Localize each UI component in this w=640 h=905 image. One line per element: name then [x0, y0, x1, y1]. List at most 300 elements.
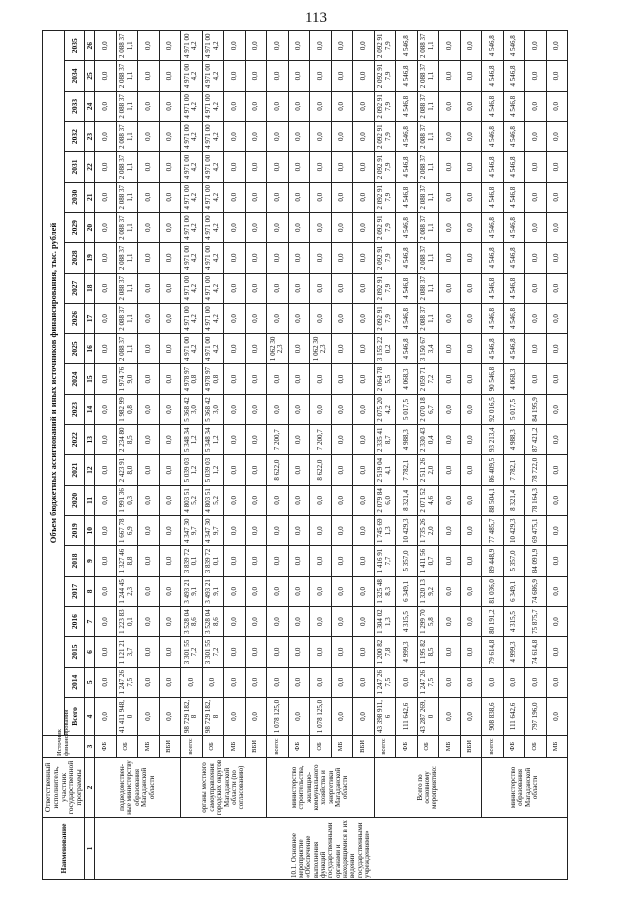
year-value: 0,0: [460, 212, 482, 242]
year-value: 0,0: [245, 516, 267, 546]
year-value: 84 195,9: [525, 394, 547, 424]
year-value: 0,0: [245, 152, 267, 182]
table-row: [439, 31, 461, 880]
year-value: 0,0: [439, 31, 461, 61]
year-value: 0,0: [353, 61, 375, 91]
header-year: 2027: [65, 273, 85, 303]
year-value: 4 347 309,7: [202, 516, 224, 546]
year-value: 0,0: [224, 152, 246, 182]
year-value: 0,0: [353, 152, 375, 182]
header-year: 2035: [65, 31, 85, 61]
year-value: 0,0: [95, 364, 117, 394]
year-value: 0,0: [439, 273, 461, 303]
year-value: 0,0: [95, 303, 117, 333]
year-value: 4 546,8: [503, 152, 525, 182]
year-value: 0,0: [546, 31, 568, 61]
year-value: 4 546,8: [396, 243, 418, 273]
year-value: 0,0: [546, 546, 568, 576]
header-year: 2021: [65, 455, 85, 485]
column-number: 19: [85, 243, 95, 273]
year-value: 0,0: [546, 485, 568, 515]
year-value: 4 971 004,2: [202, 91, 224, 121]
year-value: 0,0: [138, 152, 160, 182]
year-value: 0,0: [224, 516, 246, 546]
header-year: 2028: [65, 243, 85, 273]
year-value: 2 092 917,9: [374, 182, 396, 212]
year-value: 0,0: [245, 667, 267, 697]
year-value: 4 068,3: [396, 364, 418, 394]
year-value: 0,0: [310, 212, 332, 242]
year-value: 2 088 371,1: [417, 152, 439, 182]
year-value: 0,0: [267, 303, 289, 333]
year-value: 0,0: [288, 425, 310, 455]
total-value: 0,0: [353, 697, 375, 735]
column-number: 25: [85, 61, 95, 91]
year-value: 2 088 371,1: [417, 182, 439, 212]
year-value: 4 971 004,2: [202, 334, 224, 364]
year-value: 1 299 705,8: [417, 606, 439, 636]
year-value: 2 088 371,1: [417, 212, 439, 242]
year-value: 0,0: [439, 425, 461, 455]
year-value: 3 155 220,2: [374, 334, 396, 364]
year-value: 0,0: [331, 91, 353, 121]
header-year: 2025: [65, 334, 85, 364]
year-value: 0,0: [95, 334, 117, 364]
column-number: 24: [85, 91, 95, 121]
year-value: 8 622,0: [310, 455, 332, 485]
responsible-executor: органы местного самоуправления городских округов Магаданской области (по согласованию): [181, 757, 267, 817]
year-value: 4 546,8: [482, 182, 504, 212]
year-value: 90 546,8: [482, 364, 504, 394]
year-value: 1 304 021,3: [374, 606, 396, 636]
year-value: 1 325 488,3: [374, 576, 396, 606]
header-year: 2034: [65, 61, 85, 91]
column-number: 23: [85, 121, 95, 151]
year-value: 0,0: [310, 667, 332, 697]
total-value: 0,0: [138, 697, 160, 735]
column-number: 17: [85, 303, 95, 333]
year-value: 0,0: [159, 182, 181, 212]
year-value: 5 368 423,0: [181, 394, 203, 424]
header-year: 2014: [65, 667, 85, 697]
year-value: 0,0: [267, 273, 289, 303]
year-value: 0,0: [95, 61, 117, 91]
year-value: 10 429,3: [396, 516, 418, 546]
year-value: 0,0: [439, 334, 461, 364]
funding-source: ФБ: [288, 735, 310, 757]
year-value: 3 493 219,1: [181, 576, 203, 606]
year-value: 4 546,8: [396, 303, 418, 333]
column-number: 2: [85, 757, 95, 817]
total-value: 0,0: [245, 697, 267, 735]
year-value: 0,0: [245, 394, 267, 424]
year-value: 0,0: [331, 212, 353, 242]
year-value: 4 546,8: [503, 273, 525, 303]
column-number: 11: [85, 485, 95, 515]
year-value: 0,0: [138, 334, 160, 364]
year-value: 4 546,8: [503, 121, 525, 151]
column-number: 13: [85, 425, 95, 455]
year-value: 0,0: [353, 273, 375, 303]
funding-source: ФБ: [503, 735, 525, 757]
year-value: 0,0: [267, 394, 289, 424]
year-value: 0,0: [353, 182, 375, 212]
funding-source: ОБ: [525, 735, 547, 757]
funding-source: всего:: [181, 735, 203, 757]
year-value: 4 546,8: [396, 273, 418, 303]
year-value: 4 546,8: [396, 182, 418, 212]
year-value: 0,0: [138, 637, 160, 667]
year-value: 0,0: [95, 273, 117, 303]
year-value: 0,0: [288, 667, 310, 697]
year-value: 0,0: [460, 303, 482, 333]
total-value: 1 078 125,0: [310, 697, 332, 735]
year-value: 0,0: [439, 212, 461, 242]
year-value: 0,0: [439, 485, 461, 515]
year-value: 0,0: [245, 182, 267, 212]
year-value: 0,0: [288, 152, 310, 182]
year-value: 75 875,7: [525, 606, 547, 636]
year-value: 0,0: [460, 334, 482, 364]
table-row: [546, 31, 568, 880]
year-value: 0,0: [460, 516, 482, 546]
year-value: 0,0: [503, 667, 525, 697]
year-value: 1 223 830,1: [116, 606, 138, 636]
header-year: 2019: [65, 516, 85, 546]
total-value: 111 642,6: [503, 697, 525, 735]
total-value: 41 411 948,0: [116, 697, 138, 735]
year-value: 4 971 004,2: [181, 334, 203, 364]
year-value: 0,0: [288, 61, 310, 91]
year-value: 0,0: [245, 637, 267, 667]
year-value: 0,0: [95, 576, 117, 606]
year-value: 4 971 004,2: [202, 121, 224, 151]
year-value: 1 121 213,7: [116, 637, 138, 667]
year-value: 0,0: [310, 394, 332, 424]
year-value: 0,0: [439, 516, 461, 546]
year-value: 0,0: [159, 516, 181, 546]
year-value: 0,0: [482, 667, 504, 697]
year-value: 0,0: [288, 303, 310, 333]
header-year: 2032: [65, 121, 85, 151]
column-number: 16: [85, 334, 95, 364]
year-value: 0,0: [159, 576, 181, 606]
year-value: 0,0: [331, 273, 353, 303]
year-value: 0,0: [245, 31, 267, 61]
year-value: 2 071 524,6: [417, 485, 439, 515]
year-value: 0,0: [310, 91, 332, 121]
year-value: 4 347 309,7: [181, 516, 203, 546]
year-value: 4 546,8: [503, 91, 525, 121]
year-value: 0,0: [245, 212, 267, 242]
year-value: 3 839 720,1: [202, 546, 224, 576]
column-number: 14: [85, 394, 95, 424]
year-value: 5 357,0: [396, 546, 418, 576]
year-value: 0,0: [95, 546, 117, 576]
year-value: 0,0: [288, 243, 310, 273]
year-value: 0,0: [138, 485, 160, 515]
year-value: 5 039 031,2: [202, 455, 224, 485]
year-value: 0,0: [159, 334, 181, 364]
year-value: 78 722,0: [525, 455, 547, 485]
year-value: 0,0: [546, 576, 568, 606]
year-value: 4 546,8: [503, 243, 525, 273]
table-row: [331, 31, 353, 880]
funding-source: всего:: [267, 735, 289, 757]
year-value: 0,0: [396, 667, 418, 697]
year-value: 0,0: [546, 394, 568, 424]
year-value: 0,0: [546, 334, 568, 364]
funding-source: ВБИ: [159, 735, 181, 757]
year-value: 0,0: [439, 303, 461, 333]
year-value: 0,0: [460, 91, 482, 121]
year-value: 0,0: [159, 455, 181, 485]
year-value: 0,0: [310, 243, 332, 273]
year-value: 0,0: [460, 606, 482, 636]
year-value: 0,0: [288, 485, 310, 515]
year-value: 0,0: [138, 212, 160, 242]
funding-source: МБ: [224, 735, 246, 757]
year-value: 4 546,8: [396, 61, 418, 91]
year-value: 0,0: [288, 91, 310, 121]
year-value: 0,0: [159, 394, 181, 424]
year-value: 0,0: [310, 546, 332, 576]
year-value: 4 971 004,2: [181, 91, 203, 121]
column-number: 21: [85, 182, 95, 212]
table-row: [374, 31, 396, 880]
year-value: 0,0: [353, 31, 375, 61]
year-value: 0,0: [245, 91, 267, 121]
year-value: 0,0: [95, 212, 117, 242]
year-value: 0,0: [95, 91, 117, 121]
year-value: 1 327 468,8: [116, 546, 138, 576]
year-value: 0,0: [439, 121, 461, 151]
year-value: 0,0: [95, 485, 117, 515]
year-value: 2 519 044,1: [374, 455, 396, 485]
year-value: 0,0: [331, 243, 353, 273]
table-row: [310, 31, 332, 880]
year-value: 4 971 004,2: [181, 243, 203, 273]
year-value: 5 017,5: [396, 394, 418, 424]
table-row: [138, 31, 160, 880]
year-value: 0,0: [546, 425, 568, 455]
year-value: 0,0: [546, 273, 568, 303]
year-value: 0,0: [353, 212, 375, 242]
year-value: 0,0: [245, 303, 267, 333]
header-responsible: Ответственный исполнитель, участник государственной программы: [43, 757, 85, 817]
year-value: 4 315,5: [396, 606, 418, 636]
funding-source: ФБ: [396, 735, 418, 757]
year-value: 3 301 557,2: [202, 637, 224, 667]
year-value: 0,0: [331, 576, 353, 606]
funding-source: ОБ: [310, 735, 332, 757]
year-value: 2 088 371,1: [116, 273, 138, 303]
year-value: 0,0: [546, 637, 568, 667]
year-value: 0,0: [460, 364, 482, 394]
year-value: 0,0: [546, 152, 568, 182]
year-value: 0,0: [460, 152, 482, 182]
table-row: [95, 31, 117, 880]
year-value: 0,0: [439, 152, 461, 182]
year-value: 0,0: [245, 576, 267, 606]
column-number: 4: [85, 697, 95, 735]
year-value: 0,0: [95, 455, 117, 485]
year-value: 0,0: [288, 637, 310, 667]
year-value: 0,0: [353, 637, 375, 667]
table-row: [503, 31, 525, 880]
year-value: 4 546,8: [396, 212, 418, 242]
year-value: 0,0: [202, 667, 224, 697]
year-value: 5 357,0: [503, 546, 525, 576]
year-value: 0,0: [439, 455, 461, 485]
year-value: 0,0: [439, 637, 461, 667]
table-row: [417, 31, 439, 880]
year-value: 2 088 371,1: [116, 61, 138, 91]
year-value: 0,0: [439, 182, 461, 212]
year-value: 0,0: [95, 667, 117, 697]
year-value: 1 974 769,0: [116, 364, 138, 394]
year-value: 0,0: [331, 667, 353, 697]
table-row: [267, 31, 289, 880]
year-value: 4 546,8: [482, 61, 504, 91]
year-value: 0,0: [288, 273, 310, 303]
year-value: 2 088 371,1: [116, 91, 138, 121]
year-value: 0,0: [331, 364, 353, 394]
year-value: 0,0: [525, 334, 547, 364]
total-value: 0,0: [439, 697, 461, 735]
year-value: 0,0: [224, 637, 246, 667]
responsible-executor: подведомствен-ные министерству образования Магаданской области: [95, 757, 181, 817]
total-value: 111 642,6: [396, 697, 418, 735]
year-value: 0,0: [138, 546, 160, 576]
year-value: 0,0: [331, 516, 353, 546]
year-value: 0,0: [159, 61, 181, 91]
year-value: 2 335 418,7: [374, 425, 396, 455]
year-value: 5 348 341,2: [202, 425, 224, 455]
total-value: 0,0: [288, 697, 310, 735]
year-value: 0,0: [245, 425, 267, 455]
year-value: 0,0: [353, 485, 375, 515]
year-value: 0,0: [267, 546, 289, 576]
activity-name: 10.1. Основное мероприятие «Обеспечение выполнения функций государственными органами и находящимися в их ведении государственными учреждениями»: [95, 817, 568, 879]
year-value: 0,0: [331, 637, 353, 667]
total-value: 0,0: [331, 697, 353, 735]
total-value: 0,0: [546, 697, 568, 735]
year-value: 0,0: [288, 516, 310, 546]
year-value: 2 092 917,9: [374, 91, 396, 121]
year-value: 0,0: [159, 31, 181, 61]
year-value: 0,0: [138, 303, 160, 333]
year-value: 0,0: [159, 91, 181, 121]
year-value: 0,0: [267, 61, 289, 91]
header-year: 2020: [65, 485, 85, 515]
year-value: 1 247 267,5: [417, 667, 439, 697]
year-value: 0,0: [138, 91, 160, 121]
year-value: 2 079 846,0: [374, 485, 396, 515]
total-value: 0,0: [460, 697, 482, 735]
year-value: 0,0: [288, 606, 310, 636]
year-value: 7 782,1: [503, 455, 525, 485]
year-value: 2 088 371,1: [417, 91, 439, 121]
year-value: 1 062 302,3: [310, 334, 332, 364]
year-value: 0,0: [138, 667, 160, 697]
year-value: 0,0: [138, 576, 160, 606]
year-value: 0,0: [546, 606, 568, 636]
funding-table: [42, 30, 568, 880]
year-value: 0,0: [95, 425, 117, 455]
year-value: 92 016,5: [482, 394, 504, 424]
header-year: 2030: [65, 182, 85, 212]
year-value: 1 320 139,2: [417, 576, 439, 606]
year-value: 0,0: [288, 31, 310, 61]
year-value: 0,0: [159, 546, 181, 576]
year-value: 0,0: [95, 121, 117, 151]
year-value: 0,0: [460, 61, 482, 91]
funding-source: ОБ: [116, 735, 138, 757]
year-value: 0,0: [224, 425, 246, 455]
year-value: 80 191,2: [482, 606, 504, 636]
header-year: 2029: [65, 212, 85, 242]
year-value: 2 234 808,5: [116, 425, 138, 455]
year-value: 2 070 186,7: [417, 394, 439, 424]
year-value: 0,0: [439, 546, 461, 576]
year-value: 0,0: [267, 516, 289, 546]
header-year: 2033: [65, 91, 85, 121]
year-value: 0,0: [460, 455, 482, 485]
total-value: 0,0: [224, 697, 246, 735]
year-value: 0,0: [331, 303, 353, 333]
year-value: 0,0: [138, 243, 160, 273]
year-value: 0,0: [95, 637, 117, 667]
year-value: 8 321,4: [396, 485, 418, 515]
year-value: 0,0: [267, 667, 289, 697]
year-value: 0,0: [310, 516, 332, 546]
year-value: 0,0: [460, 273, 482, 303]
year-value: 0,0: [224, 61, 246, 91]
year-value: 0,0: [331, 152, 353, 182]
year-value: 0,0: [439, 667, 461, 697]
year-value: 0,0: [95, 243, 117, 273]
year-value: 0,0: [546, 243, 568, 273]
year-value: 0,0: [460, 546, 482, 576]
year-value: 0,0: [138, 61, 160, 91]
year-value: 10 429,3: [503, 516, 525, 546]
year-value: 0,0: [245, 546, 267, 576]
year-value: 3 493 219,1: [202, 576, 224, 606]
year-value: 0,0: [159, 637, 181, 667]
year-value: 6 349,1: [396, 576, 418, 606]
year-value: 0,0: [288, 394, 310, 424]
year-value: 0,0: [245, 121, 267, 151]
header-year: 2015: [65, 637, 85, 667]
year-value: 0,0: [224, 485, 246, 515]
year-value: 0,0: [460, 121, 482, 151]
year-value: 0,0: [267, 606, 289, 636]
year-value: 4 999,3: [503, 637, 525, 667]
column-number: 3: [85, 735, 95, 757]
year-value: 4 546,8: [503, 303, 525, 333]
table-row: [159, 31, 181, 880]
year-value: 4 971 004,2: [202, 152, 224, 182]
year-value: 0,0: [138, 121, 160, 151]
year-value: 4 546,8: [482, 303, 504, 333]
year-value: 1 416 917,7: [374, 546, 396, 576]
year-value: 2 088 371,1: [116, 152, 138, 182]
column-number: 22: [85, 152, 95, 182]
year-value: 6 349,1: [503, 576, 525, 606]
year-value: 0,0: [95, 516, 117, 546]
funding-source: МБ: [138, 735, 160, 757]
